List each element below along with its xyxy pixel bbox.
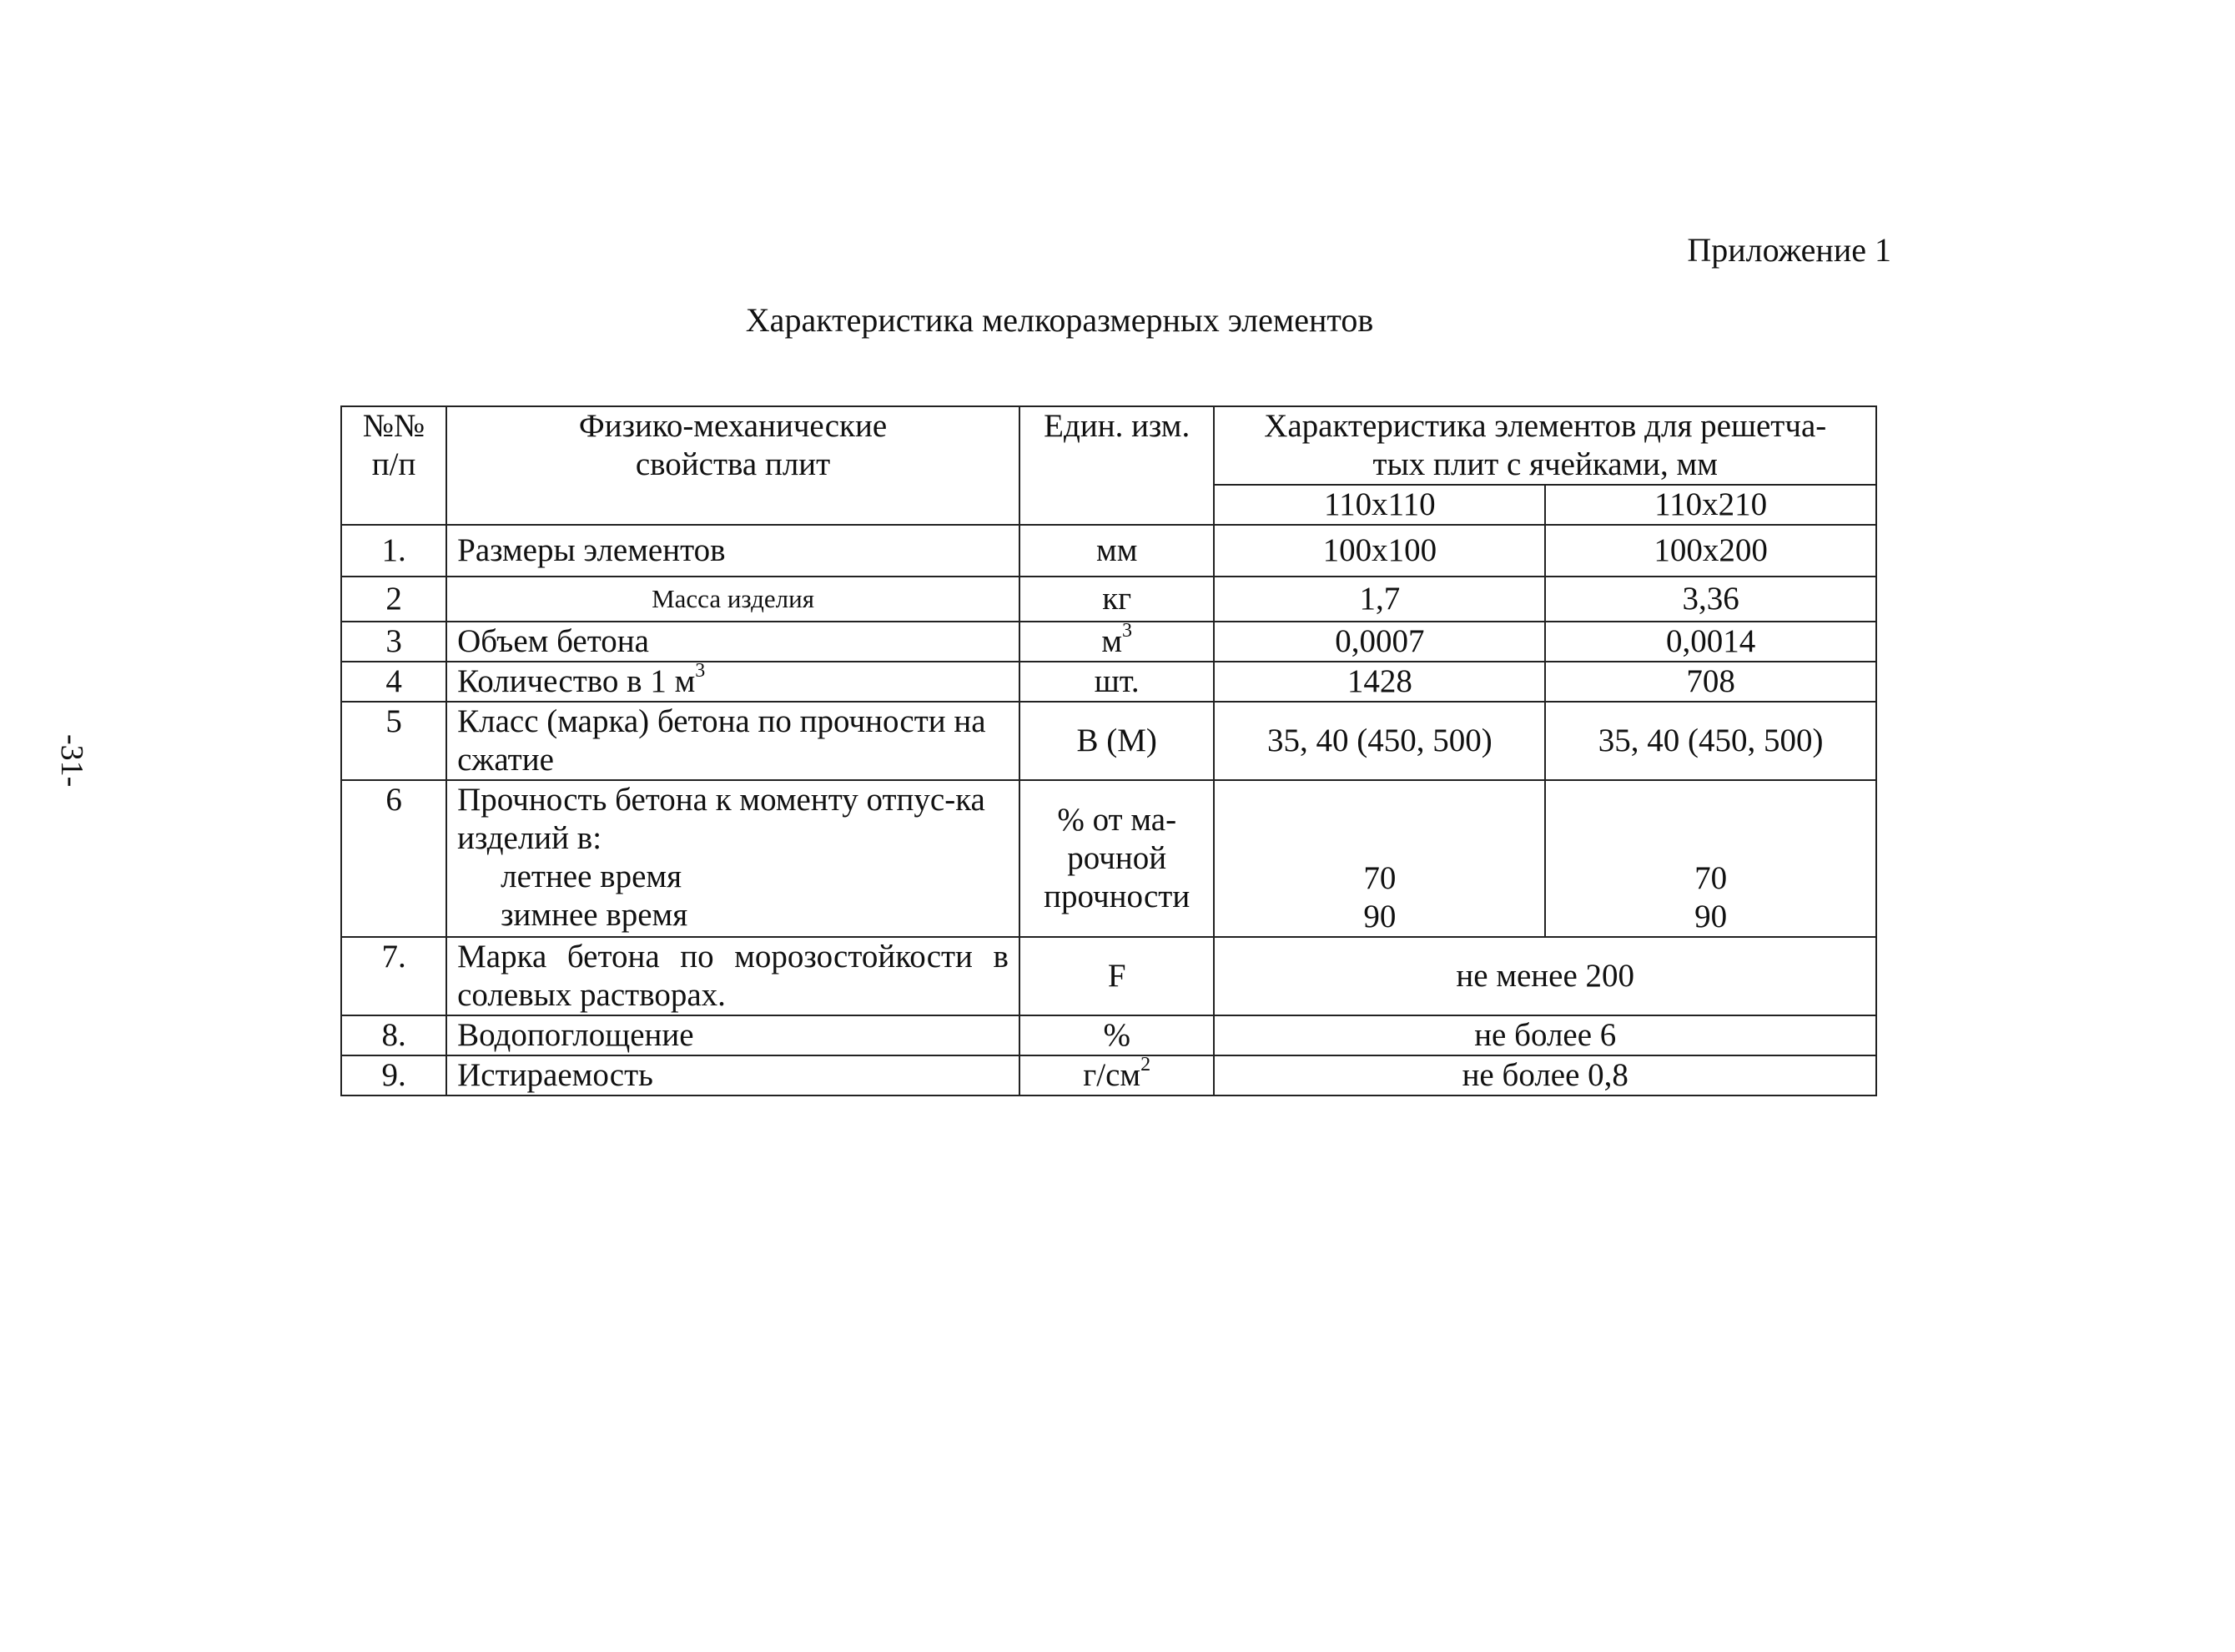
row-value-2: 3,36	[1545, 577, 1876, 622]
table-row	[341, 622, 1876, 662]
row-property: Размеры элементов	[446, 525, 1019, 577]
row-number: 8.	[341, 1015, 446, 1055]
row-property-text: Прочность бетона к моменту отпус-ка изделий в:	[457, 782, 985, 856]
row-unit: %	[1019, 1015, 1215, 1055]
page-number: -31-	[54, 734, 89, 788]
row-unit: мм	[1019, 525, 1215, 577]
row-unit-superscript: 2	[1140, 1054, 1151, 1075]
row-value-2: 708	[1545, 662, 1876, 702]
specification-table	[340, 405, 1877, 1096]
header-cell-size-2: 110х210	[1545, 485, 1876, 525]
row-number: 7.	[341, 937, 446, 1015]
row-value-1-winter: 90	[1363, 899, 1397, 934]
row-property: Масса изделия	[446, 577, 1019, 622]
header-cell-size-1: 110х110	[1214, 485, 1545, 525]
row-unit-text: м	[1101, 623, 1123, 659]
table-header-row	[341, 406, 1876, 485]
header-number-line2: п/п	[371, 446, 416, 482]
row-property-summer: летнее время	[501, 859, 682, 894]
table-row	[341, 1055, 1876, 1095]
row-value-merged: не менее 200	[1214, 937, 1876, 1015]
table-row	[341, 702, 1876, 780]
row-value-2: 100х200	[1545, 525, 1876, 577]
row-unit-superscript: 3	[1122, 620, 1133, 642]
row-value-1: 1428	[1214, 662, 1545, 702]
row-property: Класс (марка) бетона по прочности на сжатие	[446, 702, 1019, 780]
header-number-line1: №№	[362, 408, 425, 444]
table-row	[341, 1015, 1876, 1055]
row-value-2-winter: 90	[1694, 899, 1728, 934]
row-number: 3	[341, 622, 446, 662]
row-number: 9.	[341, 1055, 446, 1095]
row-unit: % от ма-рочной прочности	[1019, 780, 1215, 937]
row-property	[446, 662, 1019, 702]
row-property-superscript: 3	[695, 660, 706, 682]
row-unit	[1019, 622, 1215, 662]
header-group	[1214, 406, 1876, 485]
row-number: 6	[341, 780, 446, 937]
row-number: 2	[341, 577, 446, 622]
row-value-2-summer: 70	[1694, 860, 1728, 896]
table-row	[341, 525, 1876, 577]
header-property-line2: свойства плит	[635, 446, 831, 482]
table-row	[341, 662, 1876, 702]
row-property: Объем бетона	[446, 622, 1019, 662]
appendix-label: Приложение 1	[1687, 231, 1891, 269]
row-value-2: 35, 40 (450, 500)	[1545, 702, 1876, 780]
table-row	[341, 780, 1876, 937]
row-value-1-summer: 70	[1363, 860, 1397, 896]
row-number: 5	[341, 702, 446, 780]
row-property	[446, 780, 1019, 937]
table-row	[341, 937, 1876, 1015]
table-row	[341, 577, 1876, 622]
row-value-merged: не более 6	[1214, 1015, 1876, 1055]
row-value-merged: не более 0,8	[1214, 1055, 1876, 1095]
row-value-1: 100х100	[1214, 525, 1545, 577]
row-property: Водопоглощение	[446, 1015, 1019, 1055]
row-value-1: 35, 40 (450, 500)	[1214, 702, 1545, 780]
header-group-line2: тых плит с ячейками, мм	[1372, 446, 1718, 482]
row-number: 1.	[341, 525, 446, 577]
row-unit: В (М)	[1019, 702, 1215, 780]
header-group-line1: Характеристика элементов для решетча-	[1264, 408, 1827, 444]
row-property: Марка бетона по морозостойкости в солевых растворах.	[446, 937, 1019, 1015]
row-number: 4	[341, 662, 446, 702]
row-value-1: 1,7	[1214, 577, 1545, 622]
row-unit-text: г/см	[1083, 1057, 1141, 1093]
header-number	[341, 406, 446, 525]
row-value-2: 0,0014	[1545, 622, 1876, 662]
header-unit: Един. изм.	[1019, 406, 1215, 525]
row-unit: кг	[1019, 577, 1215, 622]
row-value-1	[1214, 780, 1545, 937]
row-value-1: 0,0007	[1214, 622, 1545, 662]
row-property-text: Количество в 1 м	[457, 663, 696, 699]
document-title: Характеристика мелкоразмерных элементов	[745, 301, 1374, 339]
row-value-2	[1545, 780, 1876, 937]
row-unit: F	[1019, 937, 1215, 1015]
header-property-line1: Физико-механические	[578, 408, 888, 444]
row-unit	[1019, 1055, 1215, 1095]
header-property	[446, 406, 1019, 525]
row-property-winter: зимнее время	[501, 897, 688, 933]
row-property: Истираемость	[446, 1055, 1019, 1095]
row-unit: шт.	[1019, 662, 1215, 702]
